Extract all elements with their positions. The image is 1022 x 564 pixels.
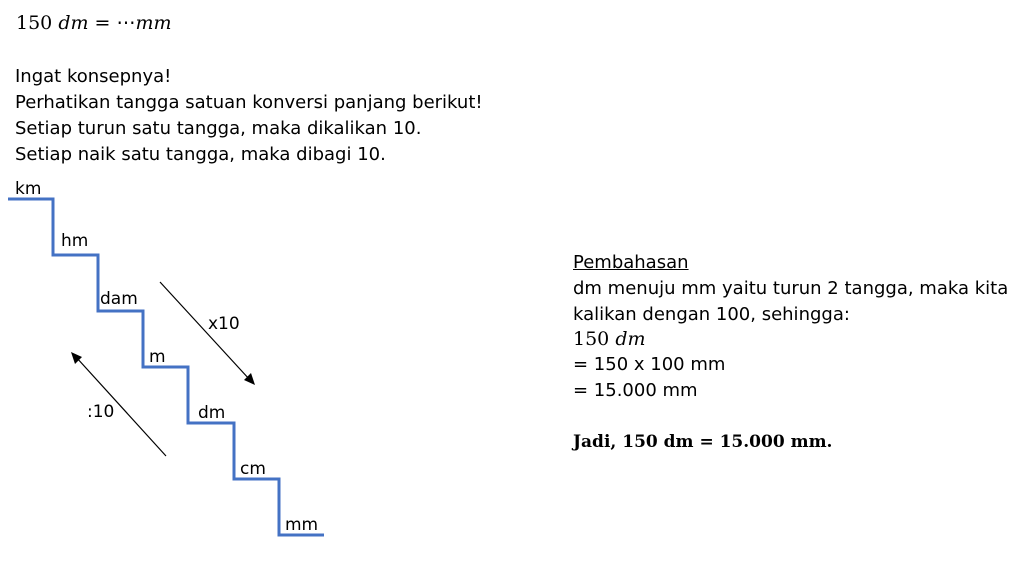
solution-math-unit: dm <box>615 328 646 350</box>
solution-math-value: 150 <box>573 328 610 350</box>
intro-line-4: Setiap naik satu tangga, maka dibagi 10. <box>15 144 386 165</box>
unit-label-hm: hm <box>61 231 89 251</box>
unit-label-dam: dam <box>100 289 138 309</box>
solution-line-1: dm menuju mm yaitu turun 2 tangga, maka kita <box>573 278 1009 299</box>
staircase-line <box>8 199 324 535</box>
problem-unit-to: mm <box>135 12 172 34</box>
unit-label-dm: dm <box>198 403 226 423</box>
intro-line-2: Perhatikan tangga satuan konversi panjang berikut! <box>15 92 483 113</box>
problem-equals: = <box>94 12 111 34</box>
problem-unit-from: dm <box>58 12 89 34</box>
solution-conclusion: Jadi, 150 dm = 15.000 mm. <box>573 432 833 452</box>
solution-step-1: = 150 x 100 mm <box>573 354 726 375</box>
multiply-label: x10 <box>208 314 240 334</box>
intro-line-3: Setiap turun satu tangga, maka dikalikan 10. <box>15 118 422 139</box>
unit-label-mm: mm <box>285 515 319 535</box>
problem-value: 150 <box>16 12 53 34</box>
unit-label-km: km <box>15 179 42 199</box>
unit-label-m: m <box>149 347 166 367</box>
problem-dots: ⋯ <box>116 12 136 34</box>
intro-line-1: Ingat konsepnya! <box>15 66 172 87</box>
solution-step-2: = 15.000 mm <box>573 380 698 401</box>
solution-line-2: kalikan dengan 100, sehingga: <box>573 304 850 325</box>
divide-label: :10 <box>87 402 115 422</box>
solution-math <box>573 328 646 350</box>
unit-label-cm: cm <box>240 459 266 479</box>
solution-heading: Pembahasan <box>573 252 689 273</box>
